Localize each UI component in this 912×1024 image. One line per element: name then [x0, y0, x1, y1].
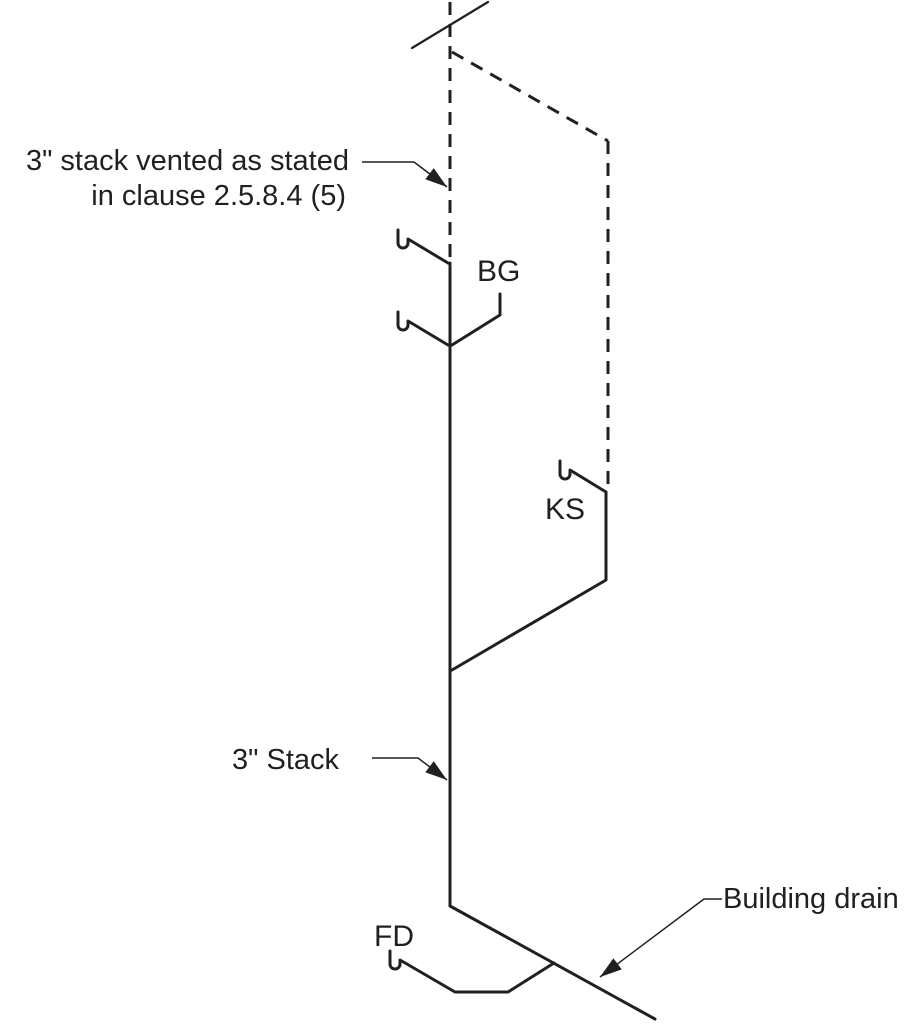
fixture-label-fd: FD	[374, 920, 414, 953]
vent-branch-diagonal-dashed-line	[452, 52, 608, 141]
stack-label: 3" Stack	[232, 744, 340, 776]
fd-trap-and-branch-line	[390, 951, 554, 992]
bg-upper-trap-symbol	[398, 230, 448, 263]
ks-trap-symbol	[560, 461, 606, 492]
bg-lower-trap-symbol	[398, 312, 448, 345]
vent-note-leader-arrow	[362, 162, 447, 187]
fixture-label-bg: BG	[477, 255, 521, 288]
vent-note-line2: in clause 2.5.8.4 (5)	[91, 180, 346, 212]
building-drain-label: Building drain	[723, 883, 899, 915]
fixture-label-ks: KS	[545, 493, 586, 526]
building-drain-leader-arrow	[600, 899, 722, 977]
vent-note-line1: 3" stack vented as stated	[25, 145, 349, 177]
bg-fixture-drain-line	[452, 294, 500, 345]
stack-label-leader-arrow	[372, 758, 447, 780]
